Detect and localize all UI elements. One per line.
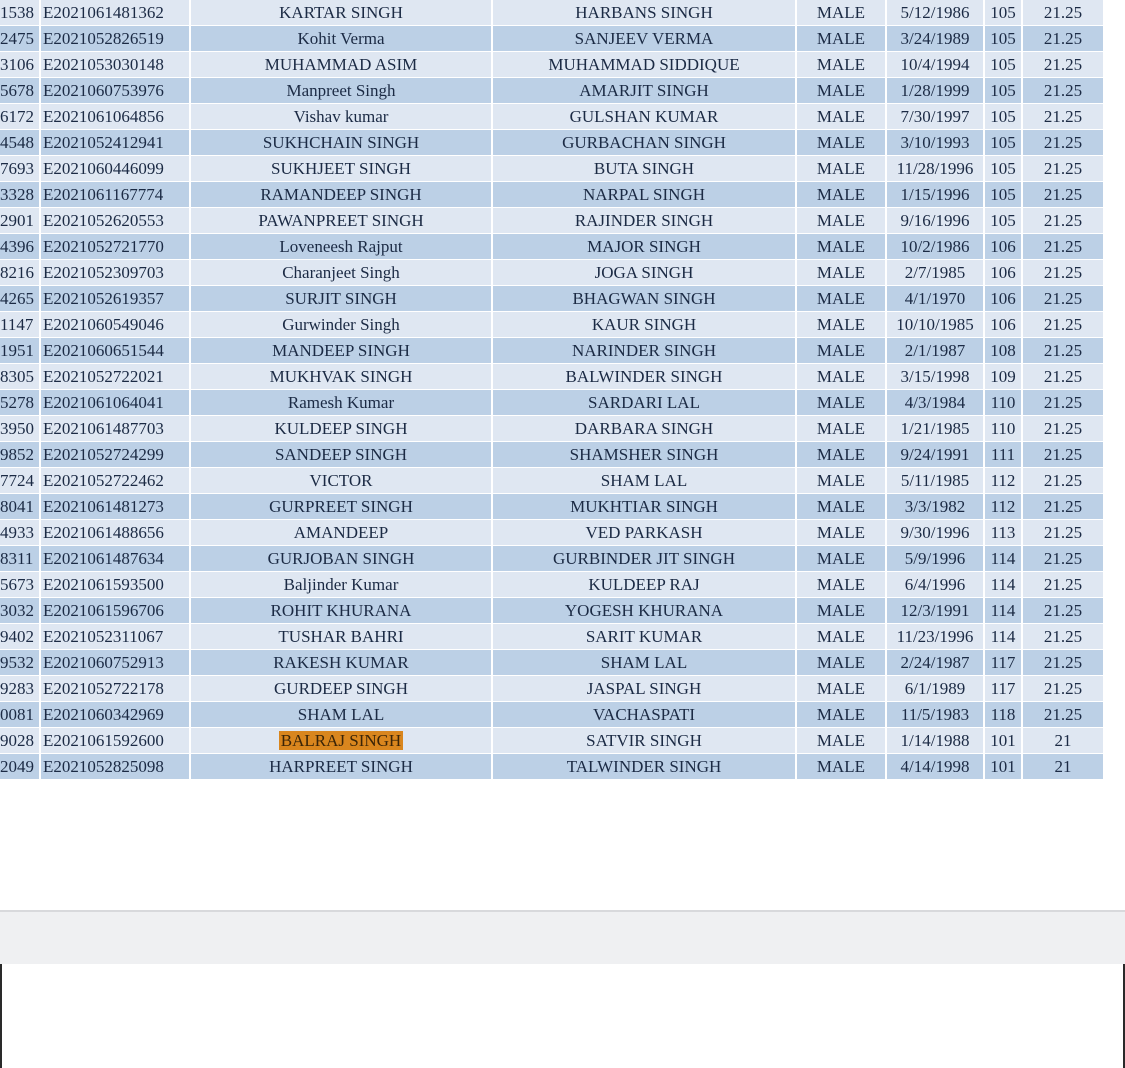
- cell-registration-number: E2021052721770: [41, 234, 191, 260]
- cell-registration-number: E2021061167774: [41, 182, 191, 208]
- cell-date-of-birth: 5/12/1986: [887, 0, 985, 26]
- cell-serial: 9028: [0, 728, 41, 754]
- cell-serial: 1147: [0, 312, 41, 338]
- cell-gender: MALE: [797, 208, 887, 234]
- cell-date-of-birth: 9/30/1996: [887, 520, 985, 546]
- cell-number: 105: [985, 208, 1023, 234]
- cell-father-name: GULSHAN KUMAR: [493, 104, 797, 130]
- cell-date-of-birth: 2/7/1985: [887, 260, 985, 286]
- cell-date-of-birth: 3/10/1993: [887, 130, 985, 156]
- cell-serial: 9852: [0, 442, 41, 468]
- cell-serial: 3328: [0, 182, 41, 208]
- table-row: [0, 52, 1105, 78]
- cell-date-of-birth: 6/4/1996: [887, 572, 985, 598]
- cell-score: 21: [1023, 754, 1105, 780]
- cell-father-name: BALWINDER SINGH: [493, 364, 797, 390]
- cell-number: 105: [985, 156, 1023, 182]
- cell-candidate-name: MUKHVAK SINGH: [191, 364, 493, 390]
- cell-serial: 2475: [0, 26, 41, 52]
- cell-registration-number: E2021052619357: [41, 286, 191, 312]
- cell-gender: MALE: [797, 182, 887, 208]
- cell-gender: MALE: [797, 0, 887, 26]
- cell-father-name: HARBANS SINGH: [493, 0, 797, 26]
- cell-number: 106: [985, 286, 1023, 312]
- cell-score: 21.25: [1023, 468, 1105, 494]
- cell-father-name: SATVIR SINGH: [493, 728, 797, 754]
- cell-registration-number: E2021060342969: [41, 702, 191, 728]
- cell-score: 21.25: [1023, 130, 1105, 156]
- cell-candidate-name: TUSHAR BAHRI: [191, 624, 493, 650]
- cell-registration-number: E2021061481273: [41, 494, 191, 520]
- cell-candidate-name: PAWANPREET SINGH: [191, 208, 493, 234]
- cell-number: 101: [985, 728, 1023, 754]
- cell-father-name: MAJOR SINGH: [493, 234, 797, 260]
- cell-score: 21.25: [1023, 104, 1105, 130]
- cell-candidate-name: RAKESH KUMAR: [191, 650, 493, 676]
- cell-gender: MALE: [797, 520, 887, 546]
- cell-candidate-name: Manpreet Singh: [191, 78, 493, 104]
- cell-father-name: VED PARKASH: [493, 520, 797, 546]
- cell-number: 113: [985, 520, 1023, 546]
- cell-number: 110: [985, 416, 1023, 442]
- cell-date-of-birth: 11/5/1983: [887, 702, 985, 728]
- cell-candidate-name: AMANDEEP: [191, 520, 493, 546]
- cell-gender: MALE: [797, 104, 887, 130]
- cell-score: 21.25: [1023, 676, 1105, 702]
- cell-registration-number: E2021052309703: [41, 260, 191, 286]
- cell-candidate-name: GURDEEP SINGH: [191, 676, 493, 702]
- cell-date-of-birth: 11/23/1996: [887, 624, 985, 650]
- table-row: [0, 754, 1105, 780]
- cell-score: 21: [1023, 728, 1105, 754]
- cell-date-of-birth: 3/24/1989: [887, 26, 985, 52]
- table-row: [0, 234, 1105, 260]
- cell-score: 21.25: [1023, 26, 1105, 52]
- table-row: [0, 520, 1105, 546]
- cell-registration-number: E2021060752913: [41, 650, 191, 676]
- cell-candidate-name: Baljinder Kumar: [191, 572, 493, 598]
- cell-serial: 5678: [0, 78, 41, 104]
- cell-registration-number: E2021052311067: [41, 624, 191, 650]
- cell-number: 105: [985, 104, 1023, 130]
- table-row: [0, 572, 1105, 598]
- cell-father-name: MUKHTIAR SINGH: [493, 494, 797, 520]
- cell-father-name: NARINDER SINGH: [493, 338, 797, 364]
- cell-serial: 5673: [0, 572, 41, 598]
- cell-gender: MALE: [797, 598, 887, 624]
- table-row: [0, 390, 1105, 416]
- cell-serial: 8311: [0, 546, 41, 572]
- cell-registration-number: E2021060549046: [41, 312, 191, 338]
- cell-serial: 4548: [0, 130, 41, 156]
- cell-registration-number: E2021060446099: [41, 156, 191, 182]
- cell-date-of-birth: 1/21/1985: [887, 416, 985, 442]
- cell-father-name: JOGA SINGH: [493, 260, 797, 286]
- cell-score: 21.25: [1023, 702, 1105, 728]
- cell-serial: 1951: [0, 338, 41, 364]
- cell-serial: 2901: [0, 208, 41, 234]
- cell-serial: 9532: [0, 650, 41, 676]
- cell-serial: 8041: [0, 494, 41, 520]
- cell-gender: MALE: [797, 78, 887, 104]
- cell-score: 21.25: [1023, 520, 1105, 546]
- cell-candidate-name: KARTAR SINGH: [191, 0, 493, 26]
- cell-father-name: NARPAL SINGH: [493, 182, 797, 208]
- cell-date-of-birth: 2/1/1987: [887, 338, 985, 364]
- cell-serial: 4396: [0, 234, 41, 260]
- cell-candidate-name: Ramesh Kumar: [191, 390, 493, 416]
- cell-registration-number: E2021052412941: [41, 130, 191, 156]
- cell-gender: MALE: [797, 442, 887, 468]
- table-row: [0, 598, 1105, 624]
- cell-date-of-birth: 9/16/1996: [887, 208, 985, 234]
- cell-number: 109: [985, 364, 1023, 390]
- cell-gender: MALE: [797, 728, 887, 754]
- cell-serial: 7693: [0, 156, 41, 182]
- cell-serial: 9402: [0, 624, 41, 650]
- cell-number: 114: [985, 624, 1023, 650]
- table-row: [0, 650, 1105, 676]
- cell-gender: MALE: [797, 286, 887, 312]
- cell-serial: 9283: [0, 676, 41, 702]
- cell-number: 106: [985, 260, 1023, 286]
- cell-father-name: GURBINDER JIT SINGH: [493, 546, 797, 572]
- cell-date-of-birth: 5/11/1985: [887, 468, 985, 494]
- cell-candidate-name: GURPREET SINGH: [191, 494, 493, 520]
- cell-registration-number: E2021052722021: [41, 364, 191, 390]
- cell-date-of-birth: 4/1/1970: [887, 286, 985, 312]
- cell-date-of-birth: 3/15/1998: [887, 364, 985, 390]
- cell-father-name: MUHAMMAD SIDDIQUE: [493, 52, 797, 78]
- cell-candidate-name: Charanjeet Singh: [191, 260, 493, 286]
- cell-candidate-name: ROHIT KHURANA: [191, 598, 493, 624]
- cell-father-name: AMARJIT SINGH: [493, 78, 797, 104]
- cell-score: 21.25: [1023, 572, 1105, 598]
- table-row: [0, 624, 1105, 650]
- table-row: [0, 0, 1105, 26]
- cell-registration-number: E2021061488656: [41, 520, 191, 546]
- cell-score: 21.25: [1023, 364, 1105, 390]
- cell-serial: 8216: [0, 260, 41, 286]
- table-row: [0, 104, 1105, 130]
- cell-candidate-name: MUHAMMAD ASIM: [191, 52, 493, 78]
- cell-father-name: YOGESH KHURANA: [493, 598, 797, 624]
- cell-registration-number: E2021061487703: [41, 416, 191, 442]
- cell-date-of-birth: 6/1/1989: [887, 676, 985, 702]
- cell-father-name: SHAM LAL: [493, 468, 797, 494]
- cell-father-name: SARIT KUMAR: [493, 624, 797, 650]
- cell-number: 105: [985, 0, 1023, 26]
- cell-date-of-birth: 2/24/1987: [887, 650, 985, 676]
- cell-registration-number: E2021061064856: [41, 104, 191, 130]
- table-row: [0, 286, 1105, 312]
- cell-gender: MALE: [797, 364, 887, 390]
- cell-serial: 4933: [0, 520, 41, 546]
- cell-candidate-name: HARPREET SINGH: [191, 754, 493, 780]
- cell-score: 21.25: [1023, 52, 1105, 78]
- table-row: [0, 260, 1105, 286]
- cell-registration-number: E2021052826519: [41, 26, 191, 52]
- cell-gender: MALE: [797, 546, 887, 572]
- cell-candidate-name: KULDEEP SINGH: [191, 416, 493, 442]
- cell-father-name: SARDARI LAL: [493, 390, 797, 416]
- cell-gender: MALE: [797, 572, 887, 598]
- cell-gender: MALE: [797, 312, 887, 338]
- cell-gender: MALE: [797, 338, 887, 364]
- cell-serial: 1538: [0, 0, 41, 26]
- cell-number: 105: [985, 182, 1023, 208]
- table-row: [0, 182, 1105, 208]
- cell-candidate-name: SURJIT SINGH: [191, 286, 493, 312]
- cell-date-of-birth: 12/3/1991: [887, 598, 985, 624]
- table-row: [0, 702, 1105, 728]
- cell-score: 21.25: [1023, 598, 1105, 624]
- cell-score: 21.25: [1023, 650, 1105, 676]
- cell-score: 21.25: [1023, 442, 1105, 468]
- cell-registration-number: E2021061593500: [41, 572, 191, 598]
- cell-father-name: BHAGWAN SINGH: [493, 286, 797, 312]
- cell-candidate-name: Vishav kumar: [191, 104, 493, 130]
- cell-number: 105: [985, 130, 1023, 156]
- cell-gender: MALE: [797, 390, 887, 416]
- cell-gender: MALE: [797, 234, 887, 260]
- cell-serial: 7724: [0, 468, 41, 494]
- cell-date-of-birth: 10/4/1994: [887, 52, 985, 78]
- cell-serial: 8305: [0, 364, 41, 390]
- cell-score: 21.25: [1023, 494, 1105, 520]
- cell-registration-number: E2021061064041: [41, 390, 191, 416]
- cell-gender: MALE: [797, 754, 887, 780]
- table-row: [0, 208, 1105, 234]
- cell-serial: 3032: [0, 598, 41, 624]
- cell-score: 21.25: [1023, 416, 1105, 442]
- cell-father-name: SHAMSHER SINGH: [493, 442, 797, 468]
- cell-score: 21.25: [1023, 312, 1105, 338]
- cell-date-of-birth: 1/15/1996: [887, 182, 985, 208]
- cell-gender: MALE: [797, 624, 887, 650]
- cell-gender: MALE: [797, 650, 887, 676]
- cell-father-name: JASPAL SINGH: [493, 676, 797, 702]
- cell-father-name: VACHASPATI: [493, 702, 797, 728]
- cell-date-of-birth: 4/3/1984: [887, 390, 985, 416]
- cell-date-of-birth: 10/10/1985: [887, 312, 985, 338]
- cell-number: 106: [985, 234, 1023, 260]
- cell-number: 117: [985, 650, 1023, 676]
- cell-score: 21.25: [1023, 546, 1105, 572]
- cell-gender: MALE: [797, 702, 887, 728]
- cell-score: 21.25: [1023, 182, 1105, 208]
- table-row: [0, 78, 1105, 104]
- cell-serial: 5278: [0, 390, 41, 416]
- cell-candidate-name: SUKHCHAIN SINGH: [191, 130, 493, 156]
- cell-gender: MALE: [797, 494, 887, 520]
- cell-date-of-birth: 4/14/1998: [887, 754, 985, 780]
- cell-score: 21.25: [1023, 286, 1105, 312]
- cell-gender: MALE: [797, 676, 887, 702]
- cell-number: 118: [985, 702, 1023, 728]
- cell-number: 110: [985, 390, 1023, 416]
- cell-number: 114: [985, 546, 1023, 572]
- cell-serial: 6172: [0, 104, 41, 130]
- cell-registration-number: E2021052620553: [41, 208, 191, 234]
- cell-candidate-name: MANDEEP SINGH: [191, 338, 493, 364]
- cell-gender: MALE: [797, 26, 887, 52]
- cell-score: 21.25: [1023, 208, 1105, 234]
- cell-registration-number: E2021061481362: [41, 0, 191, 26]
- table-row: [0, 364, 1105, 390]
- cell-registration-number: E2021052825098: [41, 754, 191, 780]
- cell-serial: 3106: [0, 52, 41, 78]
- cell-father-name: BUTA SINGH: [493, 156, 797, 182]
- cell-number: 117: [985, 676, 1023, 702]
- cell-score: 21.25: [1023, 390, 1105, 416]
- cell-father-name: KAUR SINGH: [493, 312, 797, 338]
- cell-gender: MALE: [797, 156, 887, 182]
- cell-serial: 2049: [0, 754, 41, 780]
- cell-registration-number: E2021060651544: [41, 338, 191, 364]
- cell-registration-number: E2021061596706: [41, 598, 191, 624]
- highlighted-name: BALRAJ SINGH: [280, 731, 402, 750]
- table-row: [0, 26, 1105, 52]
- cell-candidate-name: SHAM LAL: [191, 702, 493, 728]
- table-row: [0, 468, 1105, 494]
- cell-serial: 4265: [0, 286, 41, 312]
- cell-date-of-birth: 7/30/1997: [887, 104, 985, 130]
- cell-serial: 0081: [0, 702, 41, 728]
- cell-father-name: DARBARA SINGH: [493, 416, 797, 442]
- cell-registration-number: E2021052722178: [41, 676, 191, 702]
- cell-father-name: RAJINDER SINGH: [493, 208, 797, 234]
- table-row: [0, 494, 1105, 520]
- cell-father-name: SHAM LAL: [493, 650, 797, 676]
- table-row: [0, 338, 1105, 364]
- cell-date-of-birth: 3/3/1982: [887, 494, 985, 520]
- cell-score: 21.25: [1023, 338, 1105, 364]
- cell-date-of-birth: 10/2/1986: [887, 234, 985, 260]
- cell-gender: MALE: [797, 52, 887, 78]
- cell-number: 105: [985, 52, 1023, 78]
- cell-father-name: TALWINDER SINGH: [493, 754, 797, 780]
- cell-candidate-name: SANDEEP SINGH: [191, 442, 493, 468]
- cell-candidate-name: SUKHJEET SINGH: [191, 156, 493, 182]
- cell-gender: MALE: [797, 130, 887, 156]
- cell-registration-number: E2021060753976: [41, 78, 191, 104]
- cell-gender: MALE: [797, 416, 887, 442]
- cell-candidate-name: Gurwinder Singh: [191, 312, 493, 338]
- cell-date-of-birth: 1/28/1999: [887, 78, 985, 104]
- cell-number: 108: [985, 338, 1023, 364]
- cell-candidate-name: [191, 728, 493, 754]
- cell-number: 105: [985, 78, 1023, 104]
- cell-candidate-name: GURJOBAN SINGH: [191, 546, 493, 572]
- table-row: [0, 312, 1105, 338]
- cell-gender: MALE: [797, 260, 887, 286]
- cell-number: 101: [985, 754, 1023, 780]
- cell-father-name: GURBACHAN SINGH: [493, 130, 797, 156]
- cell-serial: 3950: [0, 416, 41, 442]
- cell-score: 21.25: [1023, 156, 1105, 182]
- cell-score: 21.25: [1023, 234, 1105, 260]
- cell-candidate-name: Loveneesh Rajput: [191, 234, 493, 260]
- cell-registration-number: E2021061487634: [41, 546, 191, 572]
- cell-father-name: SANJEEV VERMA: [493, 26, 797, 52]
- cell-date-of-birth: 1/14/1988: [887, 728, 985, 754]
- cell-score: 21.25: [1023, 260, 1105, 286]
- cell-number: 112: [985, 494, 1023, 520]
- cell-registration-number: E2021052724299: [41, 442, 191, 468]
- cell-registration-number: E2021052722462: [41, 468, 191, 494]
- cell-candidate-name: RAMANDEEP SINGH: [191, 182, 493, 208]
- cell-father-name: KULDEEP RAJ: [493, 572, 797, 598]
- cell-registration-number: E2021061592600: [41, 728, 191, 754]
- table-row: [0, 156, 1105, 182]
- bottom-toolbar: [0, 910, 1125, 964]
- cell-number: 106: [985, 312, 1023, 338]
- cell-date-of-birth: 11/28/1996: [887, 156, 985, 182]
- cell-candidate-name: VICTOR: [191, 468, 493, 494]
- cell-number: 114: [985, 572, 1023, 598]
- table-row: [0, 676, 1105, 702]
- cell-gender: MALE: [797, 468, 887, 494]
- cell-number: 105: [985, 26, 1023, 52]
- cell-registration-number: E2021053030148: [41, 52, 191, 78]
- cell-score: 21.25: [1023, 624, 1105, 650]
- table-row: [0, 728, 1105, 754]
- cell-date-of-birth: 5/9/1996: [887, 546, 985, 572]
- cell-date-of-birth: 9/24/1991: [887, 442, 985, 468]
- cell-score: 21.25: [1023, 78, 1105, 104]
- table-row: [0, 442, 1105, 468]
- cell-number: 112: [985, 468, 1023, 494]
- cell-candidate-name: Kohit Verma: [191, 26, 493, 52]
- cell-score: 21.25: [1023, 0, 1105, 26]
- cell-number: 114: [985, 598, 1023, 624]
- table-row: [0, 416, 1105, 442]
- cell-number: 111: [985, 442, 1023, 468]
- table-row: [0, 546, 1105, 572]
- table-row: [0, 130, 1105, 156]
